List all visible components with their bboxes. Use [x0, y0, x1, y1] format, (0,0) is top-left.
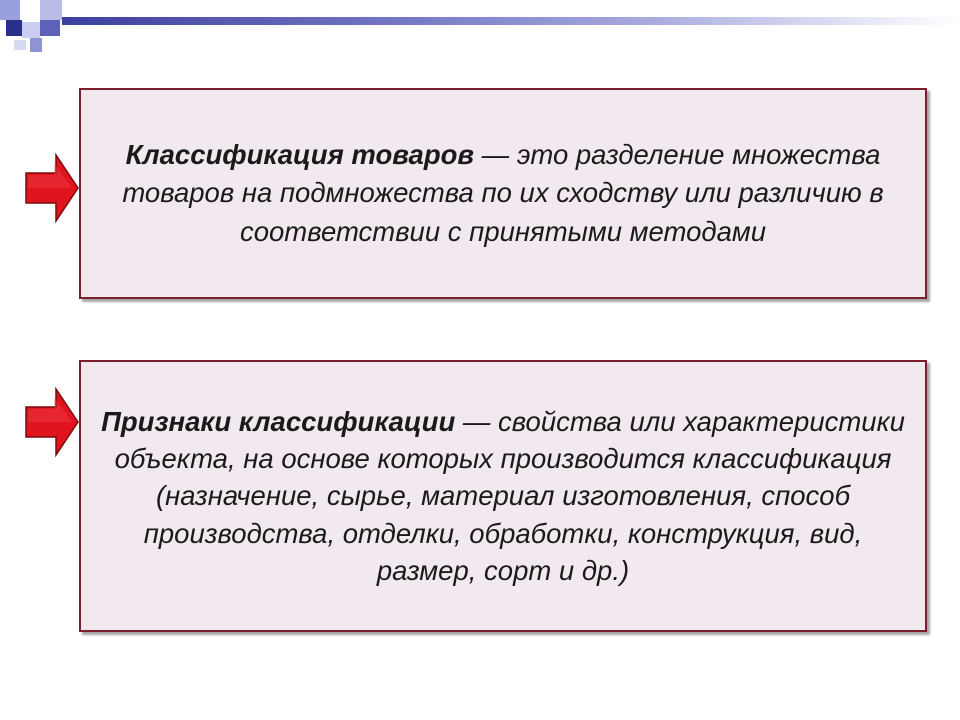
corner-decoration-square — [14, 40, 26, 50]
corner-decoration-square — [40, 0, 62, 20]
definition-body: — свойства или характеристики объекта, на основе которых производится классификация (назначение, сырье, материал изготовления, способ производства, отделки, обработки, конструкция, вид, размер, сорт и др.) — [114, 405, 905, 587]
corner-decoration-square — [6, 20, 22, 36]
red-arrow-icon — [22, 153, 82, 223]
red-arrow-icon — [22, 387, 82, 457]
corner-decoration-square — [40, 20, 60, 36]
definition-term: Признаки классификации — [101, 405, 456, 437]
definition-text — [93, 136, 913, 252]
definition-text — [91, 403, 915, 590]
header-accent-bar — [62, 17, 960, 25]
corner-decoration-square — [22, 22, 40, 38]
definition-body: — это разделение множества товаров на подмножества по их сходству или различию в соответствии с принятыми методами — [122, 138, 884, 247]
definition-box-classification — [79, 88, 927, 299]
definition-box-features — [79, 360, 927, 632]
corner-decoration-square — [0, 0, 20, 20]
corner-decoration-square — [30, 38, 42, 52]
corner-decoration-square — [22, 0, 40, 20]
definition-term: Классификация товаров — [125, 138, 475, 170]
